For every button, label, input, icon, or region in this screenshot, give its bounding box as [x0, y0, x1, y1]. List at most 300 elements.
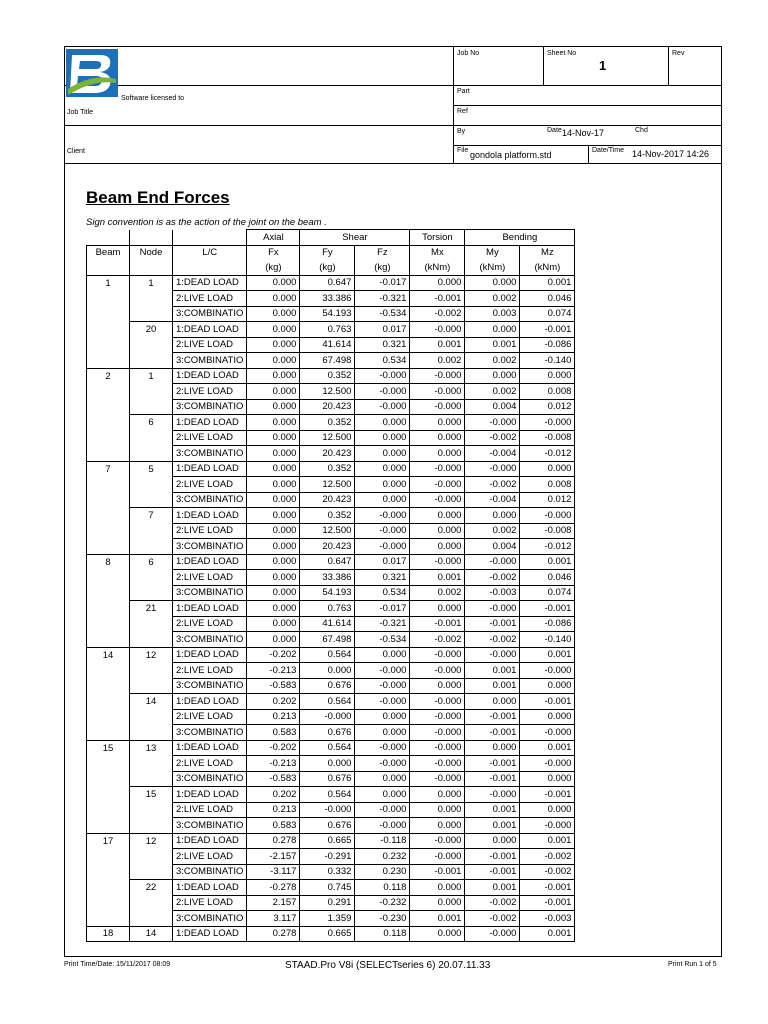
- table-row: [87, 895, 575, 911]
- cell-fy: 0.676: [300, 818, 355, 834]
- cell-mx: -0.000: [410, 756, 465, 772]
- cell-beam: 2: [87, 368, 130, 384]
- cell-mx: -0.000: [410, 709, 465, 725]
- cell-fx: 0.000: [247, 477, 300, 493]
- sign-convention: Sign convention is as the action of the joint on the beam .: [86, 217, 327, 228]
- table-row: [87, 725, 575, 741]
- cell-mz: -0.001: [520, 322, 575, 338]
- cell-load-case: 2:LIVE LOAD: [173, 709, 247, 725]
- table-row: [87, 663, 575, 679]
- cell-fy: 0.676: [300, 725, 355, 741]
- cell-fy: 0.647: [300, 275, 355, 291]
- cell-mx: 0.000: [410, 508, 465, 524]
- cell-mx: -0.000: [410, 725, 465, 741]
- cell-fy: 1.359: [300, 911, 355, 927]
- cell-mx: 0.000: [410, 802, 465, 818]
- cell-my: 0.000: [465, 508, 520, 524]
- cell-mz: -0.002: [520, 864, 575, 880]
- cell-fz: -0.000: [355, 802, 410, 818]
- table-row: [87, 539, 575, 555]
- cell-my: 0.000: [465, 368, 520, 384]
- group-header-row: [87, 230, 575, 246]
- cell-load-case: 2:LIVE LOAD: [173, 523, 247, 539]
- table-row: [87, 787, 575, 803]
- cell-mz: 0.001: [520, 926, 575, 942]
- cell-fy: 0.564: [300, 694, 355, 710]
- table-row: [87, 291, 575, 307]
- cell-mx: 0.000: [410, 446, 465, 462]
- header-divider: [65, 125, 721, 126]
- cell-beam: 8: [87, 554, 130, 570]
- cell-node: [130, 771, 173, 787]
- cell-fz: 0.232: [355, 849, 410, 865]
- cell-load-case: 1:DEAD LOAD: [173, 740, 247, 756]
- cell-fz: 0.000: [355, 430, 410, 446]
- cell-fy: -0.000: [300, 802, 355, 818]
- cell-fz: 0.000: [355, 725, 410, 741]
- cell-my: -0.001: [465, 771, 520, 787]
- table-row: [87, 368, 575, 384]
- column-header-row: [87, 245, 575, 260]
- header-divider: [453, 85, 721, 86]
- cell-fy: 0.000: [300, 663, 355, 679]
- table-row: [87, 709, 575, 725]
- cell-node: 15: [130, 787, 173, 803]
- cell-mz: -0.003: [520, 911, 575, 927]
- cell-node: [130, 337, 173, 353]
- table-row: [87, 740, 575, 756]
- cell-beam: [87, 632, 130, 648]
- cell-load-case: 1:DEAD LOAD: [173, 415, 247, 431]
- cell-fy: -0.291: [300, 849, 355, 865]
- table-row: [87, 601, 575, 617]
- cell-mz: 0.001: [520, 740, 575, 756]
- cell-fy: 33.386: [300, 570, 355, 586]
- table-row: [87, 275, 575, 291]
- cell-mz: 0.046: [520, 291, 575, 307]
- cell-load-case: 2:LIVE LOAD: [173, 895, 247, 911]
- program-version: STAAD.Pro V8i (SELECTseries 6) 20.07.11.33: [285, 960, 491, 971]
- cell-fz: -0.017: [355, 601, 410, 617]
- cell-load-case: 3:COMBINATIO: [173, 353, 247, 369]
- cell-mx: 0.001: [410, 570, 465, 586]
- cell-mx: -0.000: [410, 322, 465, 338]
- cell-load-case: 1:DEAD LOAD: [173, 322, 247, 338]
- cell-fz: -0.000: [355, 678, 410, 694]
- cell-beam: [87, 616, 130, 632]
- table-row: [87, 353, 575, 369]
- cell-fz: 0.534: [355, 585, 410, 601]
- cell-node: [130, 756, 173, 772]
- cell-mx: 0.000: [410, 818, 465, 834]
- cell-my: 0.001: [465, 663, 520, 679]
- cell-my: -0.002: [465, 895, 520, 911]
- col-header-node: Node: [130, 245, 173, 260]
- cell-beam: [87, 539, 130, 555]
- cell-mz: 0.000: [520, 461, 575, 477]
- cell-fy: 54.193: [300, 306, 355, 322]
- cell-my: -0.002: [465, 430, 520, 446]
- cell-beam: 14: [87, 647, 130, 663]
- cell-fz: -0.118: [355, 833, 410, 849]
- cell-load-case: 3:COMBINATIO: [173, 911, 247, 927]
- cell-mx: 0.000: [410, 926, 465, 942]
- cell-mz: -0.008: [520, 430, 575, 446]
- cell-mx: -0.001: [410, 291, 465, 307]
- cell-fy: 12.500: [300, 430, 355, 446]
- cell-node: 7: [130, 508, 173, 524]
- cell-load-case: 2:LIVE LOAD: [173, 291, 247, 307]
- cell-load-case: 3:COMBINATIO: [173, 818, 247, 834]
- header-divider: [453, 105, 721, 106]
- cell-mx: -0.000: [410, 663, 465, 679]
- cell-fx: 0.213: [247, 709, 300, 725]
- cell-fy: 0.676: [300, 678, 355, 694]
- table-row: [87, 756, 575, 772]
- table-row: [87, 678, 575, 694]
- cell-mz: -0.000: [520, 818, 575, 834]
- col-header-lc: L/C: [173, 245, 247, 260]
- cell-load-case: 2:LIVE LOAD: [173, 802, 247, 818]
- cell-beam: [87, 601, 130, 617]
- cell-mx: -0.000: [410, 694, 465, 710]
- cell-fz: 0.017: [355, 322, 410, 338]
- cell-beam: [87, 492, 130, 508]
- cell-fz: -0.000: [355, 740, 410, 756]
- cell-load-case: 3:COMBINATIO: [173, 306, 247, 322]
- cell-node: 12: [130, 833, 173, 849]
- cell-beam: 15: [87, 740, 130, 756]
- cell-fx: 0.278: [247, 926, 300, 942]
- cell-my: 0.003: [465, 306, 520, 322]
- cell-mx: 0.000: [410, 430, 465, 446]
- cell-node: 5: [130, 461, 173, 477]
- cell-load-case: 2:LIVE LOAD: [173, 430, 247, 446]
- cell-fy: 12.500: [300, 477, 355, 493]
- cell-fy: 0.665: [300, 926, 355, 942]
- cell-mz: 0.000: [520, 678, 575, 694]
- unit-mx: (kNm): [410, 260, 465, 275]
- cell-beam: [87, 291, 130, 307]
- cell-node: [130, 585, 173, 601]
- cell-fx: 0.000: [247, 368, 300, 384]
- cell-load-case: 3:COMBINATIO: [173, 771, 247, 787]
- cell-beam: [87, 694, 130, 710]
- cell-fz: -0.534: [355, 632, 410, 648]
- cell-node: 14: [130, 926, 173, 942]
- cell-fy: 20.423: [300, 492, 355, 508]
- cell-node: [130, 849, 173, 865]
- sheet-no-value: 1: [599, 58, 607, 73]
- cell-fz: 0.000: [355, 477, 410, 493]
- cell-my: -0.001: [465, 849, 520, 865]
- table-row: [87, 523, 575, 539]
- cell-mz: 0.000: [520, 771, 575, 787]
- cell-node: 22: [130, 880, 173, 896]
- cell-node: [130, 864, 173, 880]
- cell-node: [130, 430, 173, 446]
- cell-node: 6: [130, 554, 173, 570]
- cell-my: -0.001: [465, 725, 520, 741]
- cell-fz: 0.118: [355, 926, 410, 942]
- table-row: [87, 306, 575, 322]
- cell-my: -0.003: [465, 585, 520, 601]
- cell-fx: 0.202: [247, 694, 300, 710]
- cell-fy: 0.564: [300, 787, 355, 803]
- table-row: [87, 647, 575, 663]
- cell-mx: -0.000: [410, 771, 465, 787]
- cell-my: -0.000: [465, 926, 520, 942]
- cell-load-case: 1:DEAD LOAD: [173, 275, 247, 291]
- cell-beam: [87, 802, 130, 818]
- unit-my: (kNm): [465, 260, 520, 275]
- client-label: Client: [67, 148, 85, 155]
- cell-my: -0.002: [465, 477, 520, 493]
- unit-fz: (kg): [355, 260, 410, 275]
- cell-mx: -0.000: [410, 399, 465, 415]
- cell-mx: 0.002: [410, 353, 465, 369]
- cell-beam: [87, 818, 130, 834]
- date-label: Date: [547, 127, 562, 134]
- cell-fz: -0.000: [355, 539, 410, 555]
- table-row: [87, 399, 575, 415]
- header-divider: [65, 85, 453, 86]
- cell-fy: 0.291: [300, 895, 355, 911]
- cell-mz: -0.000: [520, 663, 575, 679]
- cell-my: 0.001: [465, 337, 520, 353]
- cell-fz: -0.230: [355, 911, 410, 927]
- cell-fx: 0.000: [247, 430, 300, 446]
- table-row: [87, 833, 575, 849]
- cell-node: [130, 895, 173, 911]
- cell-fy: 41.614: [300, 337, 355, 353]
- cell-fx: 0.000: [247, 539, 300, 555]
- cell-mz: 0.001: [520, 275, 575, 291]
- table-row: [87, 461, 575, 477]
- cell-fy: 67.498: [300, 353, 355, 369]
- cell-mz: -0.000: [520, 725, 575, 741]
- cell-my: 0.004: [465, 539, 520, 555]
- cell-node: [130, 725, 173, 741]
- cell-fy: 0.352: [300, 461, 355, 477]
- unit-fx: (kg): [247, 260, 300, 275]
- cell-fx: -0.213: [247, 663, 300, 679]
- cell-node: [130, 306, 173, 322]
- unit-mz: (kNm): [520, 260, 575, 275]
- cell-mx: -0.000: [410, 647, 465, 663]
- cell-mx: -0.000: [410, 833, 465, 849]
- table-row: [87, 632, 575, 648]
- cell-mz: -0.001: [520, 601, 575, 617]
- file-value: gondola platform.std: [470, 150, 552, 160]
- header-divider: [453, 47, 454, 163]
- cell-my: -0.001: [465, 709, 520, 725]
- cell-load-case: 3:COMBINATIO: [173, 678, 247, 694]
- cell-load-case: 3:COMBINATIO: [173, 446, 247, 462]
- group-header-bending: Bending: [465, 230, 575, 246]
- cell-node: [130, 616, 173, 632]
- cell-my: -0.004: [465, 492, 520, 508]
- cell-node: 6: [130, 415, 173, 431]
- part-label: Part: [457, 88, 470, 95]
- report-title: Beam End Forces: [86, 188, 230, 207]
- cell-load-case: 1:DEAD LOAD: [173, 461, 247, 477]
- cell-fx: 0.000: [247, 601, 300, 617]
- cell-mx: 0.000: [410, 895, 465, 911]
- cell-mz: -0.001: [520, 787, 575, 803]
- col-header-beam: Beam: [87, 245, 130, 260]
- cell-load-case: 1:DEAD LOAD: [173, 880, 247, 896]
- licensed-label: Software licensed to: [121, 95, 185, 102]
- cell-fz: 0.000: [355, 446, 410, 462]
- table-row: [87, 616, 575, 632]
- cell-load-case: 3:COMBINATIO: [173, 632, 247, 648]
- cell-my: -0.002: [465, 911, 520, 927]
- col-header-mx: Mx: [410, 245, 465, 260]
- cell-my: 0.002: [465, 384, 520, 400]
- cell-mz: 0.012: [520, 399, 575, 415]
- table-row: [87, 337, 575, 353]
- cell-beam: [87, 771, 130, 787]
- cell-fz: -0.000: [355, 523, 410, 539]
- cell-node: [130, 802, 173, 818]
- cell-fy: 0.564: [300, 740, 355, 756]
- cell-beam: [87, 446, 130, 462]
- cell-node: [130, 709, 173, 725]
- cell-mx: -0.001: [410, 616, 465, 632]
- cell-fy: 0.352: [300, 368, 355, 384]
- cell-mz: 0.012: [520, 492, 575, 508]
- cell-load-case: 2:LIVE LOAD: [173, 337, 247, 353]
- cell-fx: 0.000: [247, 461, 300, 477]
- cell-node: [130, 678, 173, 694]
- cell-node: 14: [130, 694, 173, 710]
- cell-mz: 0.074: [520, 306, 575, 322]
- cell-mx: -0.000: [410, 477, 465, 493]
- header-divider: [543, 47, 544, 85]
- cell-fx: 0.000: [247, 585, 300, 601]
- cell-fx: 0.000: [247, 275, 300, 291]
- cell-my: 0.001: [465, 880, 520, 896]
- table-row: [87, 554, 575, 570]
- cell-fx: 2.157: [247, 895, 300, 911]
- table-row: [87, 430, 575, 446]
- col-header-mz: Mz: [520, 245, 575, 260]
- cell-my: 0.001: [465, 802, 520, 818]
- cell-fx: 0.000: [247, 337, 300, 353]
- cell-fx: 0.202: [247, 787, 300, 803]
- cell-fy: 54.193: [300, 585, 355, 601]
- cell-fz: -0.000: [355, 694, 410, 710]
- cell-fz: -0.000: [355, 818, 410, 834]
- file-label: File: [457, 147, 469, 154]
- cell-fx: 0.000: [247, 353, 300, 369]
- cell-node: 1: [130, 368, 173, 384]
- cell-mz: -0.001: [520, 880, 575, 896]
- cell-beam: [87, 306, 130, 322]
- unit-fy: (kg): [300, 260, 355, 275]
- cell-mz: -0.086: [520, 616, 575, 632]
- header-divider: [453, 145, 721, 146]
- cell-fx: 0.000: [247, 322, 300, 338]
- cell-fy: 20.423: [300, 399, 355, 415]
- cell-mx: 0.000: [410, 523, 465, 539]
- cell-my: -0.000: [465, 787, 520, 803]
- cell-load-case: 1:DEAD LOAD: [173, 647, 247, 663]
- cell-beam: [87, 864, 130, 880]
- cell-fx: -0.202: [247, 647, 300, 663]
- cell-mz: 0.000: [520, 802, 575, 818]
- cell-beam: [87, 880, 130, 896]
- cell-fz: -0.321: [355, 291, 410, 307]
- cell-node: [130, 818, 173, 834]
- cell-mx: 0.000: [410, 415, 465, 431]
- cell-fx: -2.157: [247, 849, 300, 865]
- cell-my: 0.001: [465, 818, 520, 834]
- cell-my: 0.004: [465, 399, 520, 415]
- job-no-label: Job No: [457, 50, 480, 57]
- cell-fx: 0.213: [247, 802, 300, 818]
- table-row: [87, 864, 575, 880]
- cell-mz: -0.140: [520, 353, 575, 369]
- table-row: [87, 570, 575, 586]
- cell-fy: 0.647: [300, 554, 355, 570]
- cell-fz: -0.000: [355, 368, 410, 384]
- table-row: [87, 585, 575, 601]
- cell-fx: -0.583: [247, 771, 300, 787]
- cell-fx: 0.000: [247, 616, 300, 632]
- cell-load-case: 2:LIVE LOAD: [173, 616, 247, 632]
- cell-fx: 0.000: [247, 415, 300, 431]
- by-label: By: [457, 128, 466, 135]
- cell-beam: [87, 384, 130, 400]
- cell-node: [130, 523, 173, 539]
- table-row: [87, 802, 575, 818]
- print-time: Print Time/Date: 15/11/2017 08:09: [64, 961, 171, 968]
- cell-beam: [87, 322, 130, 338]
- cell-fx: 0.000: [247, 554, 300, 570]
- cell-load-case: 1:DEAD LOAD: [173, 694, 247, 710]
- ref-label: Ref: [457, 108, 468, 115]
- cell-my: -0.002: [465, 632, 520, 648]
- cell-mx: -0.000: [410, 849, 465, 865]
- cell-fz: -0.000: [355, 508, 410, 524]
- col-header-my: My: [465, 245, 520, 260]
- cell-fy: 20.423: [300, 539, 355, 555]
- cell-fx: 0.000: [247, 291, 300, 307]
- cell-fz: -0.017: [355, 275, 410, 291]
- cell-fz: 0.017: [355, 554, 410, 570]
- table-row: [87, 818, 575, 834]
- cell-beam: [87, 709, 130, 725]
- table-row: [87, 926, 575, 942]
- cell-load-case: 3:COMBINATIO: [173, 864, 247, 880]
- cell-my: -0.001: [465, 756, 520, 772]
- cell-beam: [87, 508, 130, 524]
- cell-fx: 0.000: [247, 446, 300, 462]
- cell-my: 0.000: [465, 833, 520, 849]
- cell-mz: 0.008: [520, 384, 575, 400]
- cell-node: [130, 492, 173, 508]
- table-row: [87, 446, 575, 462]
- cell-fz: 0.534: [355, 353, 410, 369]
- cell-mx: 0.000: [410, 601, 465, 617]
- cell-node: 21: [130, 601, 173, 617]
- table-row: [87, 415, 575, 431]
- cell-mx: -0.001: [410, 864, 465, 880]
- cell-load-case: 2:LIVE LOAD: [173, 477, 247, 493]
- cell-load-case: 1:DEAD LOAD: [173, 554, 247, 570]
